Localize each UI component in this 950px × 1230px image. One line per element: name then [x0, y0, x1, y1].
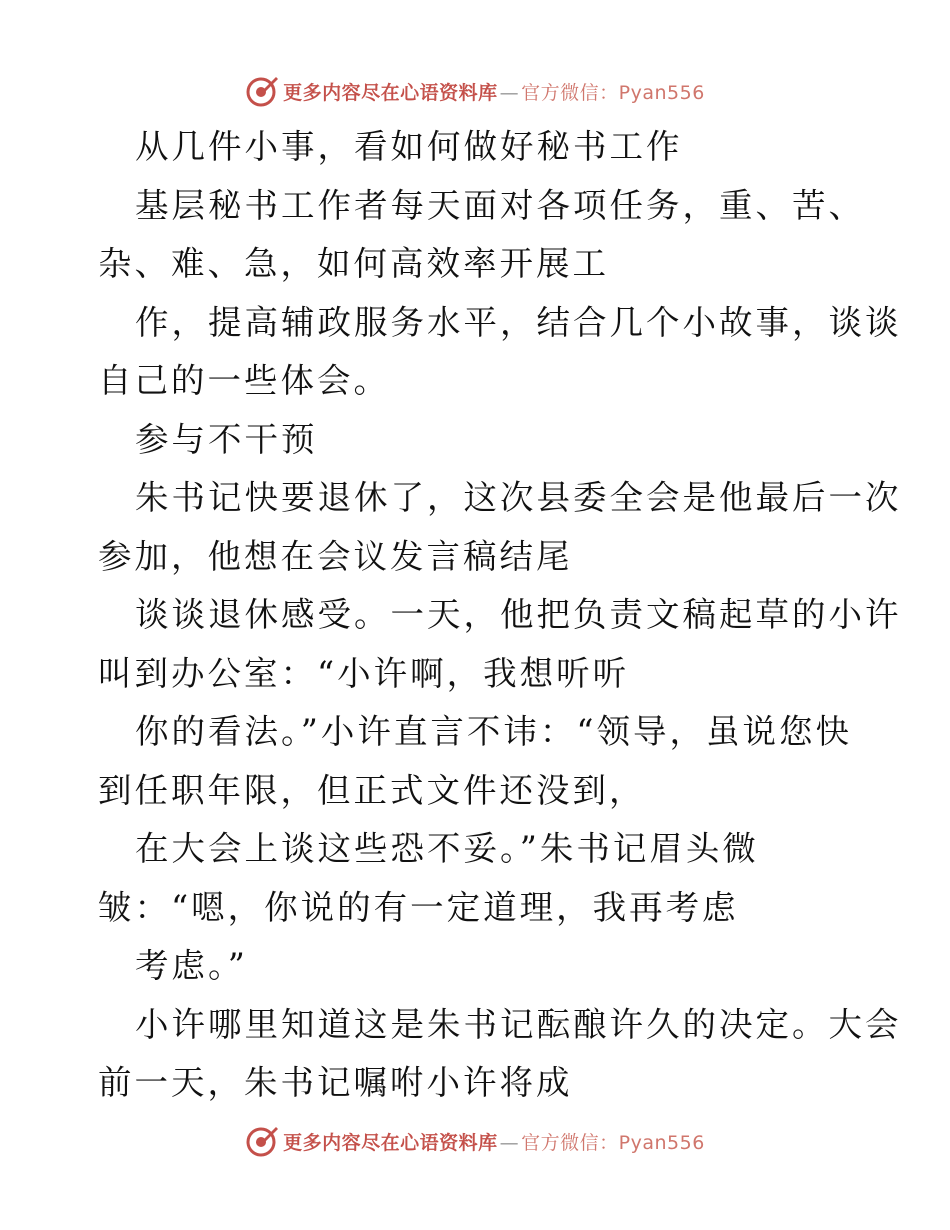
text-line: 在大会上谈这些恐不妥。”朱书记眉头微 — [135, 829, 759, 868]
banner-text: 更多内容尽在心语资料库 — 官方微信：Pyan556 — [283, 1131, 705, 1154]
header-banner — [0, 74, 950, 108]
text-line: 自己的一些体会。 — [98, 361, 390, 400]
text-line: 前一天，朱书记嘱咐小许将成 — [98, 1063, 573, 1102]
text-line: 到任职年限，但正式文件还没到， — [98, 770, 646, 810]
text-line: 叫到办公室：“小许啊，我想听听 — [98, 653, 630, 693]
text-line: 作，提高辅政服务水平，结合几个小故事，谈谈 — [135, 302, 902, 342]
text-line: 朱书记快要退休了，这次县委全会是他最后一次 — [135, 478, 902, 517]
text-line: 参与不干预 — [135, 419, 318, 459]
text-line: 谈谈退休感受。一天，他把负责文稿起草的小许 — [135, 595, 902, 634]
footer-banner — [0, 1124, 950, 1158]
quill-logo-icon — [245, 74, 279, 108]
text-line: 小许哪里知道这是朱书记酝酿许久的决定。大会 — [135, 1004, 902, 1044]
text-line: 参加，他想在会议发言稿结尾 — [98, 536, 573, 576]
quill-logo-icon — [245, 1124, 279, 1158]
banner-text: 更多内容尽在心语资料库 — 官方微信：Pyan556 — [283, 81, 705, 104]
text-line: 从几件小事，看如何做好秘书工作 — [135, 127, 683, 166]
text-line: 杂、难、急，如何高效率开展工 — [98, 244, 609, 283]
text-line: 考虑。” — [135, 946, 248, 985]
text-line: 基层秘书工作者每天面对各项任务，重、苦、 — [135, 185, 865, 225]
text-line: 皱：“嗯，你说的有一定道理，我再考虑 — [98, 887, 739, 927]
text-line: 你的看法。”小许直言不讳：“领导，虽说您快 — [135, 712, 853, 751]
document-body — [98, 118, 902, 1113]
